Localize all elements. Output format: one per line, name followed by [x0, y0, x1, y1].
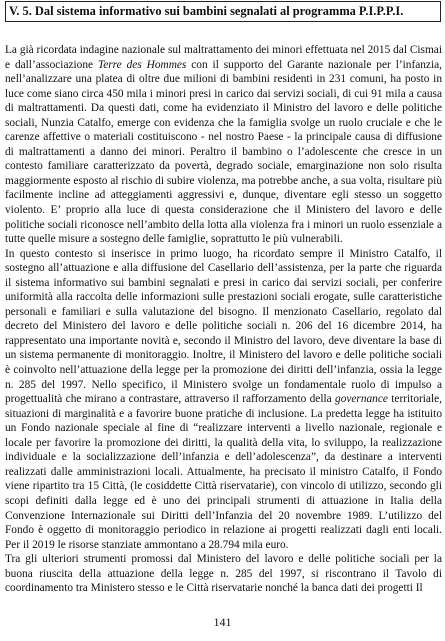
paragraph-1 [5, 43, 442, 247]
section-heading: V. 5. Dal sistema informativo sui bambini segnalati al programma P.I.P.P.I. [5, 1, 441, 22]
paragraph-1-text-a: La già ricordata indagine nazionale sul maltrattamento dei minori effettuata nel 2015 dal Cismai e dall’associazione [5, 44, 442, 71]
paragraph-3 [5, 552, 442, 596]
paragraph-1-italic: Terre des Hommes [97, 58, 187, 71]
paragraph-2 [5, 247, 442, 552]
paragraph-2-italic: governance [335, 393, 388, 406]
paragraph-1-text-b: con il supporto del Garante nazionale per l’infanzia, nell’analizzare una platea di oltre due milioni di bambini residenti in 231 comuni, ha posto in luce come siano circa 450 mila i minori presi in carico dai servizi sociali, di cui 91 mila a causa di maltrattamenti. Da questi dati, come ha evidenziato il Ministro del lavoro e delle politiche sociali, Nunzia Catalfo, emerge con evidenza che la famiglia svolge un ruolo cruciale e che le carenze affettive o materiali costituiscono - nel nostro Paese - la principale causa di diffusione di maltrattamenti a danno dei minori. Peraltro il bambino o l’adolescente che cresce in un contesto familiare caratterizzato da povertà, degrado sociale, emarginazione non solo risulta maggiormente esposto al rischio di subire violenza, ma potrebbe anche, a sua volta, risultare più facilmente incline ad atteggiamenti aggressivi e, dunque, diventare egli stesso un soggetto violento. E’ proprio alla luce di questa considerazione che il Ministero del lavoro e delle politiche sociali riconosce nell’ambito della lotta alla violenza fra i minori un ruolo essenziale a tutte quelle misure a sostegno delle famiglie, soprattutto le più vulnerabili. [5, 58, 442, 246]
page-number: 141 [213, 615, 232, 629]
body-text [5, 43, 442, 596]
paragraph-3-text-a: Tra gli ulteriori strumenti promossi dal Ministero del lavoro e delle politiche sociali per la buona riuscita della attuazione della legge n. 285 del 1997, si riscontrano il Tavolo di coordinamento tra Ministero stesso e le Città riservatarie nonché la banca dati dei progetti Il [5, 553, 442, 595]
paragraph-2-text-a: In questo contesto si inserisce in primo luogo, ha ricordato sempre il Ministro Catalfo, il sostegno all’attuazione e alla diffusione del Casellario dell’assistenza, per la parte che riguarda il sistema informativo sui bambini segnalati e presi in carico dai servizi sociali, per conferire uniformità alla raccolta delle informazioni sulle prestazioni sociali erogate, sulle caratteristiche personali e familiari e sulla valutazione del bisogno. Il menzionato Casellario, regolato dal decreto del Ministero del lavoro e delle politiche sociali n. 206 del 16 dicembre 2014, ha rappresentato una importante novità e, secondo il Ministro del lavoro, deve diventare la base di un sistema permanente di monitoraggio. Inoltre, il Ministero del lavoro e delle politiche sociali è coinvolto nell’attuazione della legge per la promozione dei diritti dell’infanzia, ossia la legge n. 285 del 1997. Nello specifico, il Ministero svolge un fondamentale ruolo di impulso a progettualità che mirano a contrastare, attraverso il rafforzamento della [5, 247, 442, 406]
paragraph-2-text-b: territoriale, situazioni di marginalità e a favorire buone pratiche di inclusione. La predetta legge ha istituito un Fondo nazionale speciale al fine di “realizzare interventi a livello nazionale, regionale e locale per favorire la promozione dei diritti, la qualità della vita, lo sviluppo, la realizzazione individuale e la socializzazione dell’infanzia e dell’adolescenza”, da destinare a interventi realizzati dalle amministrazioni locali. Attualmente, ha precisato il ministro Catalfo, il Fondo viene ripartito tra 15 Città, (le cosiddette Città riservatarie), con vincolo di utilizzo, secondo gli scopi definiti dalla legge ed è uno dei principali strumenti di attuazione in Italia della Convenzione Internazionale sui Diritti dell’Infanzia del 20 novembre 1989. L’utilizzo del Fondo è oggetto di monitoraggio periodico in relazione ai progetti realizzati dagli enti locali. Per il 2019 le risorse stanziate ammontano a 28.794 mila euro. [5, 393, 442, 551]
